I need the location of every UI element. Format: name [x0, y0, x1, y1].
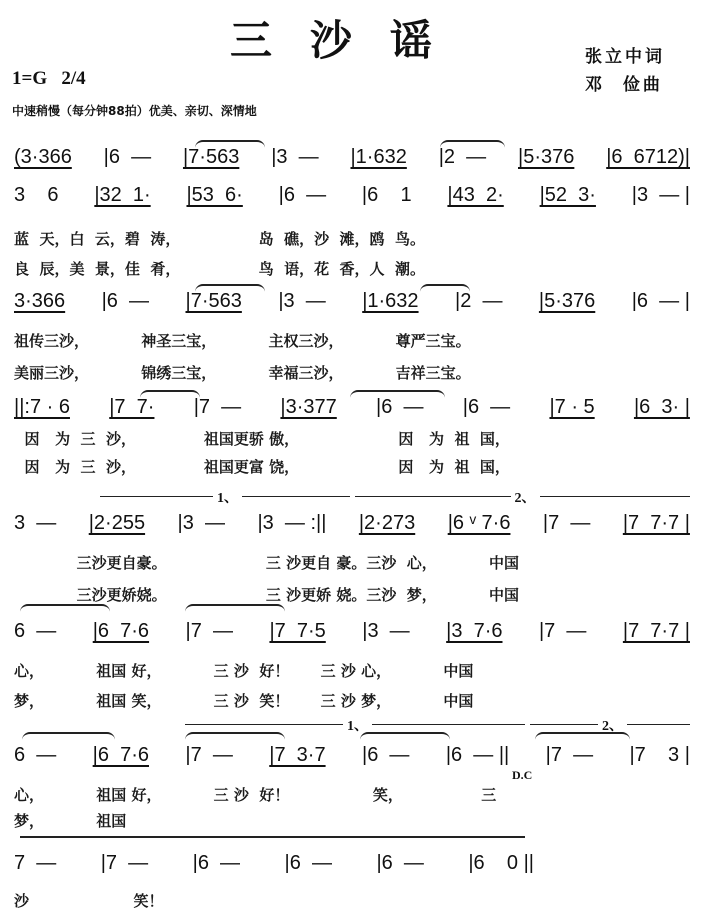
measure: |6 —: [362, 744, 410, 766]
measure: |7 —: [542, 512, 591, 534]
measure: |7 —: [193, 396, 242, 418]
volta-label: 1、: [213, 487, 242, 507]
measure: |7 7·7 |: [622, 620, 690, 642]
measure: |3 —: [278, 290, 326, 312]
lyric-line: 良 辰，美 景，佳 肴， 鸟 语，花 香，人 潮。: [14, 260, 426, 278]
measure: |2·255: [88, 512, 146, 534]
measure: |32 1·: [94, 184, 151, 206]
measure: |7·563: [182, 146, 240, 168]
measure: |3 7·6: [446, 620, 503, 642]
lyric-line: 因 为 三 沙， 祖国更富 饶， 因 为 祖 国，: [14, 458, 510, 476]
measure: |6 1: [361, 184, 412, 206]
measure: |6 —: [192, 852, 241, 874]
volta-label: 2、: [598, 715, 627, 735]
da-capo-marking: D.C: [512, 768, 533, 782]
measure: 7 —: [14, 852, 57, 874]
measure: |3 — :||: [257, 512, 327, 534]
measure: |6 —: [376, 396, 424, 418]
measure: |6 7·6: [92, 744, 149, 766]
lyric-line: 梦， 祖国: [14, 812, 127, 830]
measure: |7 —: [538, 620, 587, 642]
measure: |3·377: [280, 396, 337, 418]
measure: |7 3 |: [629, 744, 690, 766]
measure: |6 3· |: [633, 396, 690, 418]
lyric-line: 梦， 祖国 笑， 三 沙 笑！ 三 沙 梦， 中国: [14, 692, 474, 710]
measure: |3 —: [362, 620, 410, 642]
slur-mark: [440, 140, 505, 148]
measure: 6 —: [14, 744, 57, 766]
slur-mark: [185, 604, 285, 612]
key-time-signature: 1=G 2/4: [12, 68, 86, 89]
lyric-line: 蓝 天，白 云，碧 涛， 岛 礁，沙 滩，鸥 鸟。: [14, 230, 426, 248]
measure: |3 —: [271, 146, 319, 168]
measure: ||:7 · 6: [14, 396, 70, 418]
measure: |6 7·6: [92, 620, 150, 642]
lyric-line: 因 为 三 沙， 祖国更骄 傲， 因 为 祖 国，: [14, 430, 510, 448]
measure: |7 7·7 |: [622, 512, 690, 534]
composer-credit: 邓 俭曲: [585, 75, 663, 95]
lyricist-credit: 张立中词: [585, 47, 665, 67]
measure: |7 —: [545, 744, 594, 766]
measure: |2·273: [358, 512, 416, 534]
slur-mark: [195, 284, 265, 292]
measure: |7 —: [100, 852, 149, 874]
measure: 3·366: [14, 290, 66, 312]
measure: |6 —: [376, 852, 424, 874]
notation-row: [14, 184, 690, 207]
volta-bracket: [355, 491, 690, 506]
measure: |7 —: [185, 620, 233, 642]
lyric-line: 三沙更自豪。 三 沙更自 豪。三沙 心， 中国: [14, 554, 519, 572]
slur-mark: [22, 732, 115, 740]
lyric-line: 三沙更娇娆。 三 沙更娇 娆。三沙 梦， 中国: [14, 586, 519, 604]
measure: |5·376: [518, 146, 575, 168]
measure: |6 —: [103, 146, 152, 168]
tie-line: [20, 836, 525, 838]
measure: |7 3·7: [269, 744, 326, 766]
measure: |6 ᵛ 7·6: [447, 512, 511, 534]
measure: |5·376: [538, 290, 596, 312]
measure: |2 —: [455, 290, 503, 312]
measure: |6 — |: [631, 290, 690, 312]
notation-row: [14, 620, 690, 643]
notation-row: [14, 146, 690, 169]
measure: |6 —: [278, 184, 327, 206]
measure: |6 0 ||: [468, 852, 534, 874]
measure: |6 6712)|: [606, 146, 690, 168]
volta-label: 1、: [343, 715, 372, 735]
measure: |1·632: [362, 290, 419, 312]
volta-label: 2、: [511, 487, 540, 507]
measure: |7·563: [185, 290, 242, 312]
measure: |7 · 5: [549, 396, 595, 418]
measure: (3·366: [14, 146, 72, 168]
measure: |2 —: [438, 146, 487, 168]
lyric-line: 祖传三沙， 神圣三宝， 主权三沙， 尊严三宝。: [14, 332, 471, 350]
lyric-line: 沙 笑！: [14, 892, 164, 910]
measure: |1·632: [350, 146, 407, 168]
volta-bracket: [100, 491, 350, 506]
measure: |6 —: [101, 290, 150, 312]
song-title: 三沙谣: [229, 16, 470, 65]
notation-row: [14, 744, 690, 767]
slur-mark: [195, 140, 265, 148]
tempo-marking: 中速稍慢（每分钟88拍）优美、亲切、深情地: [12, 104, 257, 118]
notation-row: [14, 396, 690, 419]
slur-mark: [185, 732, 285, 740]
slur-mark: [20, 604, 110, 612]
lyric-line: 心， 祖国 好， 三 沙 好！ 笑， 三: [14, 786, 497, 804]
notation-row: [14, 852, 534, 875]
measure: |6 — ||: [445, 744, 510, 766]
volta-bracket: [185, 719, 525, 734]
notation-row: [14, 512, 690, 535]
measure: |7 7·: [109, 396, 155, 418]
slur-mark: [420, 284, 470, 292]
slur-mark: [350, 390, 445, 398]
lyric-line: 心， 祖国 好， 三 沙 好！ 三 沙 心， 中国: [14, 662, 474, 680]
measure: |7 —: [185, 744, 233, 766]
measure: 3 6: [14, 184, 59, 206]
measure: 6 —: [14, 620, 57, 642]
slur-mark: [360, 732, 450, 740]
measure: |6 —: [284, 852, 332, 874]
measure: |3 —: [177, 512, 225, 534]
volta-bracket: [530, 719, 690, 734]
measure: |52 3·: [539, 184, 596, 206]
measure: 3 —: [14, 512, 57, 534]
measure: |7 7·5: [269, 620, 326, 642]
measure: |3 — |: [631, 184, 690, 206]
measure: |53 6·: [186, 184, 243, 206]
notation-row: [14, 290, 690, 313]
slur-mark: [535, 732, 630, 740]
measure: |43 2·: [447, 184, 504, 206]
slur-mark: [140, 390, 200, 398]
measure: |6 —: [462, 396, 511, 418]
lyric-line: 美丽三沙， 锦绣三宝， 幸福三沙， 吉祥三宝。: [14, 364, 471, 382]
